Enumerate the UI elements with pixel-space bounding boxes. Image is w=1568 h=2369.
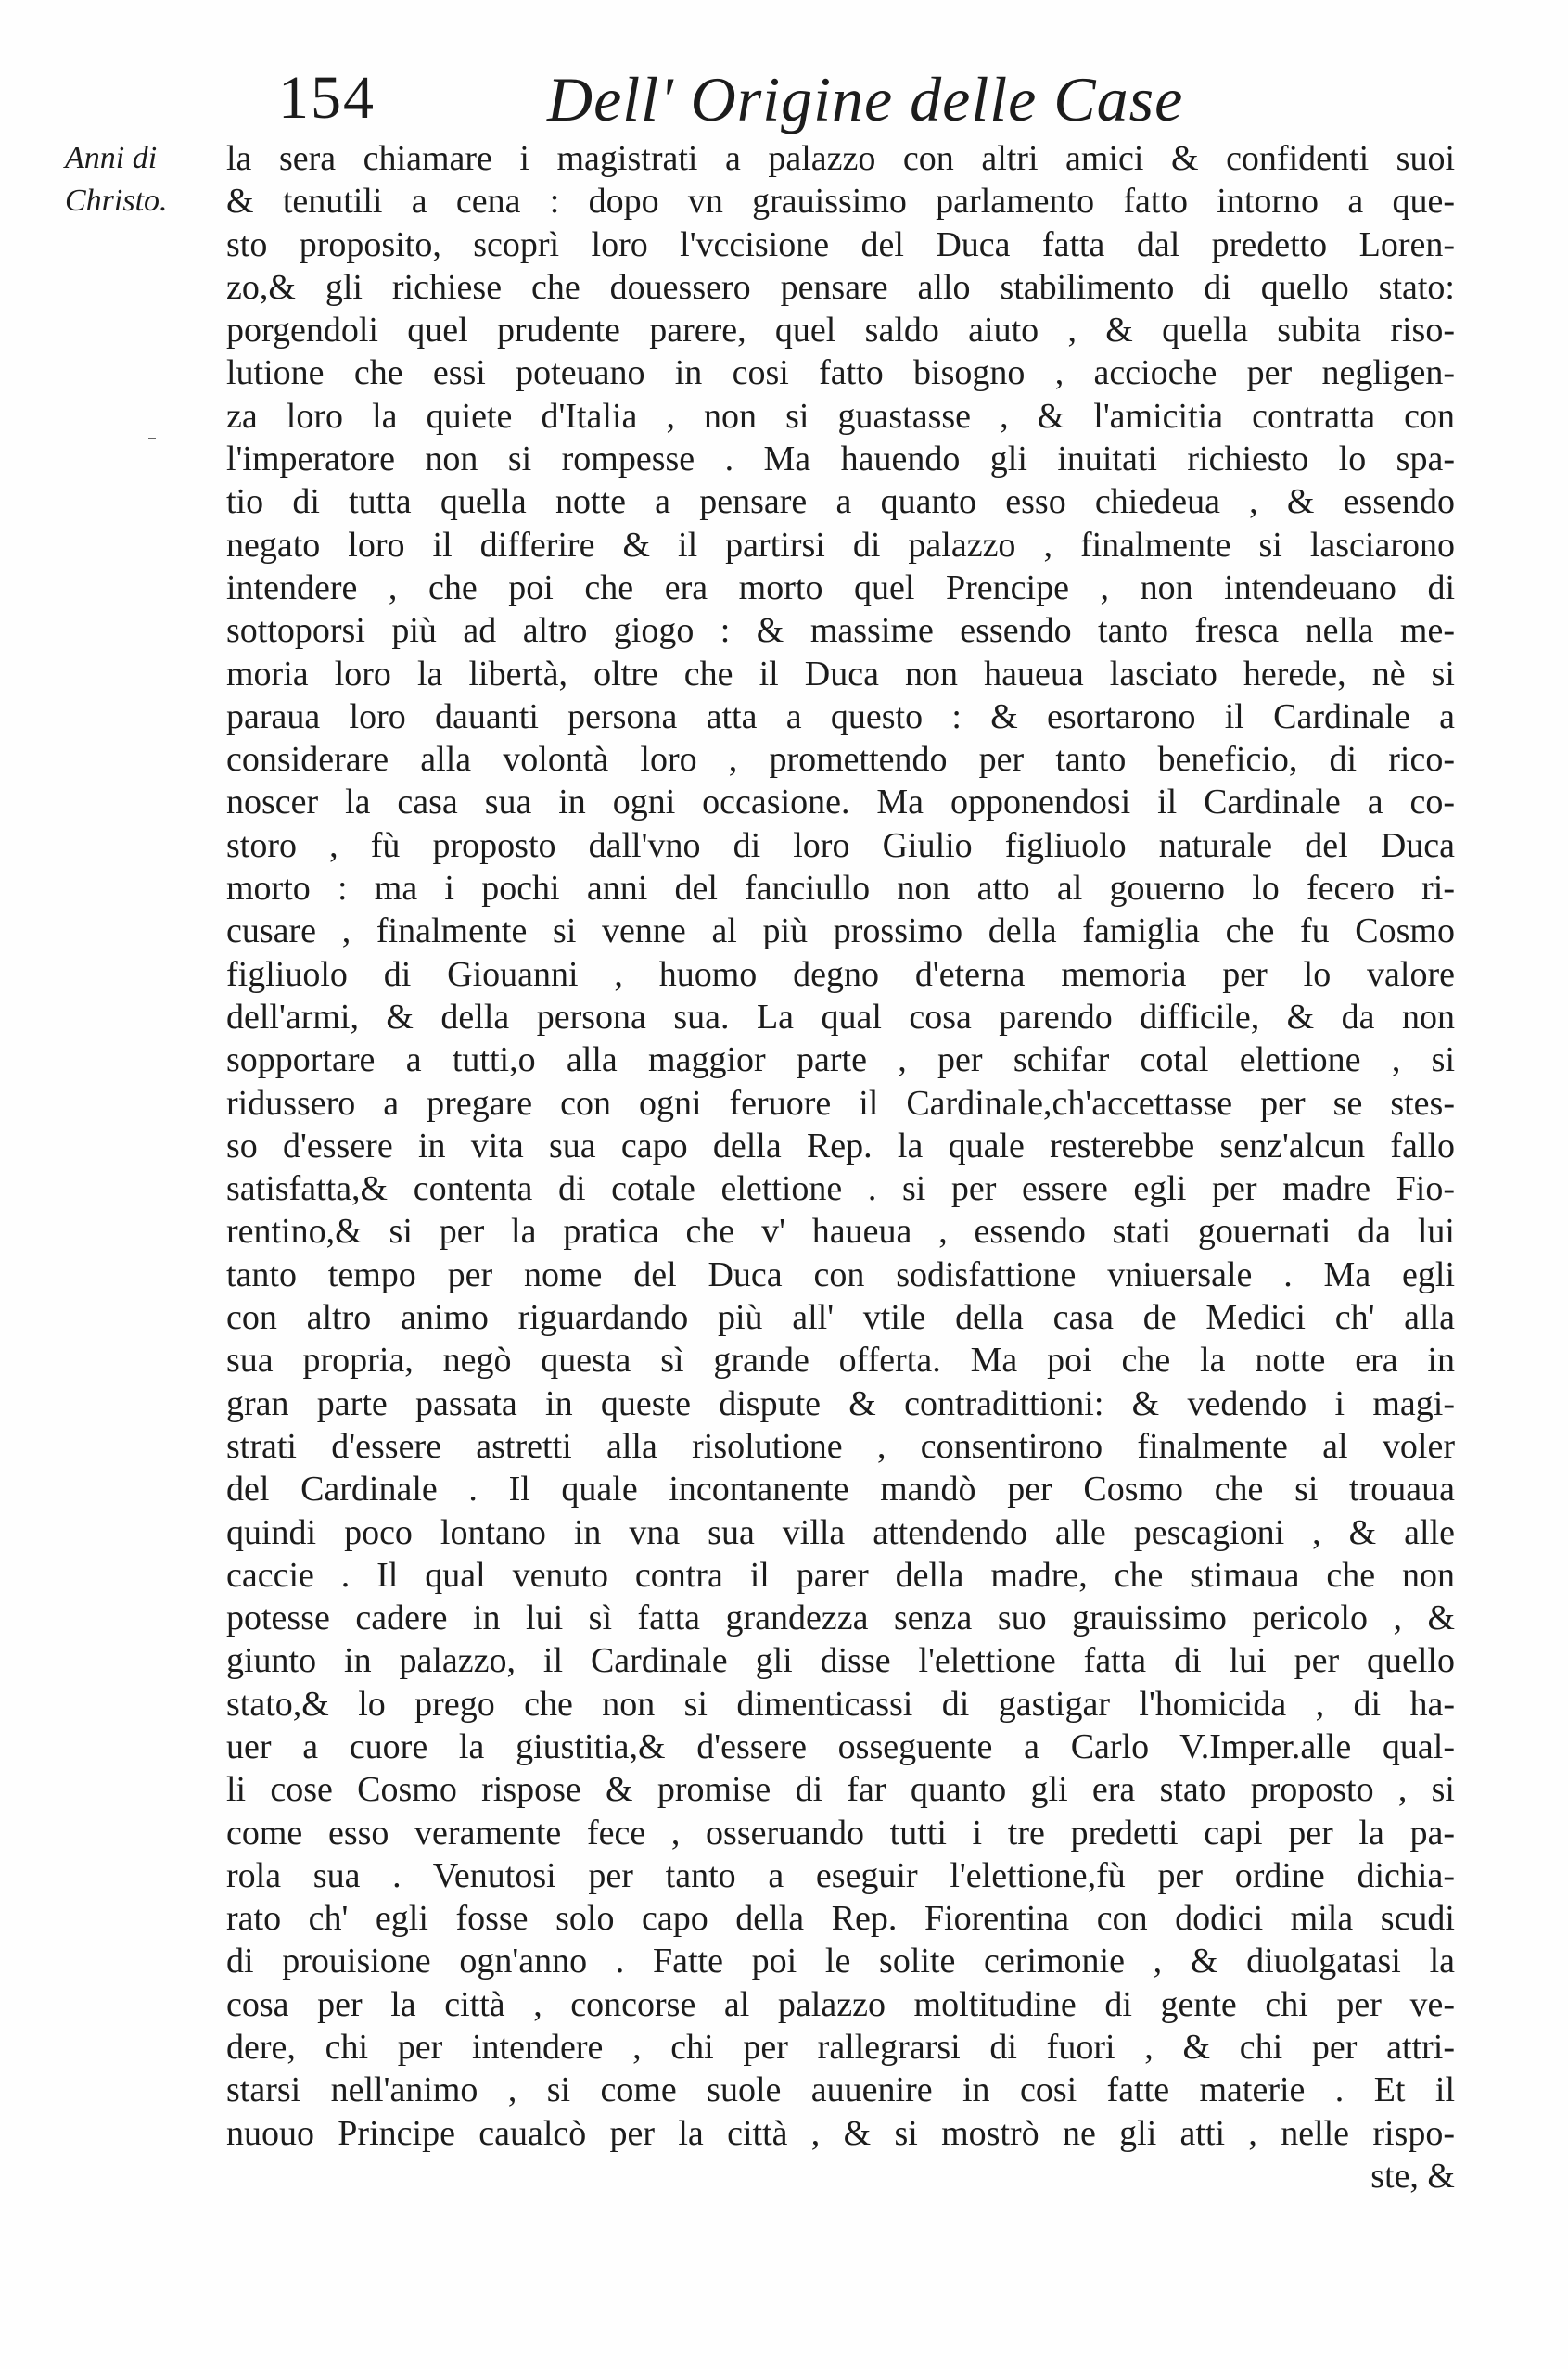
- text-line: storo , fù proposto dall'vno di loro Giulio figliuolo naturale del Duca: [226, 825, 1455, 865]
- text-line: sua propria, negò questa sì grande offerta. Ma poi che la notte era in: [226, 1341, 1455, 1381]
- text-line: sto proposito, scoprì loro l'vccisione del Duca fatta dal predetto Loren-: [226, 224, 1455, 264]
- text-line: cosa per la città , concorse al palazzo moltitudine di gente chi per ve-: [226, 1984, 1455, 2024]
- text-line: di prouisione ogn'anno . Fatte poi le solite cerimonie , & diuolgatasi la: [226, 1942, 1455, 1981]
- text-line: sottoporsi più ad altro giogo : & massime essendo tanto fresca nella me-: [226, 611, 1455, 651]
- text-line: intendere , che poi che era morto quel Prencipe , non intendeuano di: [226, 567, 1455, 607]
- running-title: Dell' Origine delle Case: [547, 64, 1184, 134]
- text-line: tio di tutta quella notte a pensare a quanto esso chiedeua , & essendo: [226, 482, 1455, 522]
- text-line: dell'armi, & della persona sua. La qual cosa parendo difficile, & da non: [226, 997, 1455, 1037]
- text-line: del Cardinale . Il quale incontanente mandò per Cosmo che si trouaua: [226, 1470, 1455, 1509]
- text-line: giunto in palazzo, il Cardinale gli disse l'elettione fatta di lui per quello: [226, 1641, 1455, 1681]
- text-line: ridussero a pregare con ogni feruore il Cardinale,ch'accettasse per se stes-: [226, 1083, 1455, 1123]
- text-line: morto : ma i pochi anni del fanciullo non atto al gouerno lo fecero ri-: [226, 869, 1455, 909]
- text-line: gran parte passata in queste dispute & contradittioni: & vedendo i magi-: [226, 1383, 1455, 1423]
- text-line: nuouo Principe caualcò per la città , & si mostrò ne gli atti , nelle rispo-: [226, 2113, 1455, 2153]
- text-line: considerare alla volontà loro , promettendo per tanto beneficio, di rico-: [226, 740, 1455, 780]
- text-line: rentino,& si per la pratica che v' haueua , essendo stati gouernati da lui: [226, 1212, 1455, 1252]
- text-line: quindi poco lontano in vna sua villa attendendo alle pescagioni , & alle: [226, 1512, 1455, 1552]
- catchword: ste, &: [1370, 2156, 1455, 2196]
- margin-note: Anni di: [65, 141, 158, 175]
- text-line: stato,& lo prego che non si dimenticassi di gastigar l'homicida , di ha-: [226, 1684, 1455, 1724]
- text-line: cusare , finalmente si venne al più prossimo della famiglia che fu Cosmo: [226, 911, 1455, 951]
- text-line: satisfatta,& contenta di cotale elettione . si per essere egli per madre Fio-: [226, 1169, 1455, 1209]
- text-line: l'imperatore non si rompesse . Ma hauendo gli inuitati richiesto lo spa-: [226, 439, 1455, 479]
- text-line: porgendoli quel prudente parere, quel saldo aiuto , & quella subita riso-: [226, 311, 1455, 350]
- page-header: [278, 63, 1484, 146]
- text-line: starsi nell'animo , si come suole auuenire in cosi fatte materie . Et il: [226, 2070, 1455, 2110]
- text-line: li cose Cosmo rispose & promise di far quanto gli era stato proposto , si: [226, 1770, 1455, 1810]
- page-number: 154: [278, 64, 376, 132]
- text-line: paraua loro dauanti persona atta a questo : & esortarono il Cardinale a: [226, 696, 1455, 736]
- text-line: rato ch' egli fosse solo capo della Rep. Fiorentina con dodici mila scudi: [226, 1899, 1455, 1939]
- text-line: zo,& gli richiese che douessero pensare allo stabilimento di quello stato:: [226, 267, 1455, 307]
- text-line: uer a cuore la giustitia,& d'essere osseguente a Carlo V.Imper.alle qual-: [226, 1726, 1455, 1766]
- text-line: rola sua . Venutosi per tanto a eseguir l'elettione,fù per ordine dichia-: [226, 1855, 1455, 1895]
- text-line: negato loro il differire & il partirsi di palazzo , finalmente si lasciarono: [226, 525, 1455, 565]
- text-line: come esso veramente fece , osseruando tutti i tre predetti capi per la pa-: [226, 1813, 1455, 1853]
- margin-notes: [65, 137, 232, 223]
- margin-note: Christo.: [65, 184, 168, 218]
- text-line: & tenutili a cena : dopo vn grauissimo parlamento fatto intorno a que-: [226, 182, 1455, 222]
- text-line: la sera chiamare i magistrati a palazzo con altri amici & confidenti suoi: [226, 139, 1455, 178]
- text-line: moria loro la libertà, oltre che il Duca non haueua lasciato herede, nè si: [226, 654, 1455, 694]
- text-line: tanto tempo per nome del Duca con sodisfattione vniuersale . Ma egli: [226, 1255, 1455, 1294]
- text-line: strati d'essere astretti alla risolutione , consentirono finalmente al voler: [226, 1426, 1455, 1466]
- text-line: dere, chi per intendere , chi per rallegrarsi di fuori , & chi per attri-: [226, 2028, 1455, 2068]
- body-text: [226, 137, 1455, 2197]
- text-line: sopportare a tutti,o alla maggior parte , per schifar cotal elettione , si: [226, 1040, 1455, 1080]
- text-line: con altro animo riguardando più all' vtile della casa de Medici ch' alla: [226, 1298, 1455, 1338]
- text-line: caccie . Il qual venuto contra il parer della madre, che stimaua che non: [226, 1555, 1455, 1595]
- text-line: potesse cadere in lui sì fatta grandezza senza suo grauissimo pericolo , &: [226, 1598, 1455, 1638]
- text-line: za loro la quiete d'Italia , non si guastasse , & l'amicitia contratta con: [226, 396, 1455, 436]
- ink-mark: [148, 438, 156, 439]
- text-line: noscer la casa sua in ogni occasione. Ma opponendosi il Cardinale a co-: [226, 783, 1455, 822]
- text-line: figliuolo di Giouanni , huomo degno d'eterna memoria per lo valore: [226, 954, 1455, 994]
- text-line: lutione che essi poteuano in cosi fatto bisogno , accioche per negligen-: [226, 353, 1455, 393]
- text-line: so d'essere in vita sua capo della Rep. la quale resterebbe senz'alcun fallo: [226, 1126, 1455, 1165]
